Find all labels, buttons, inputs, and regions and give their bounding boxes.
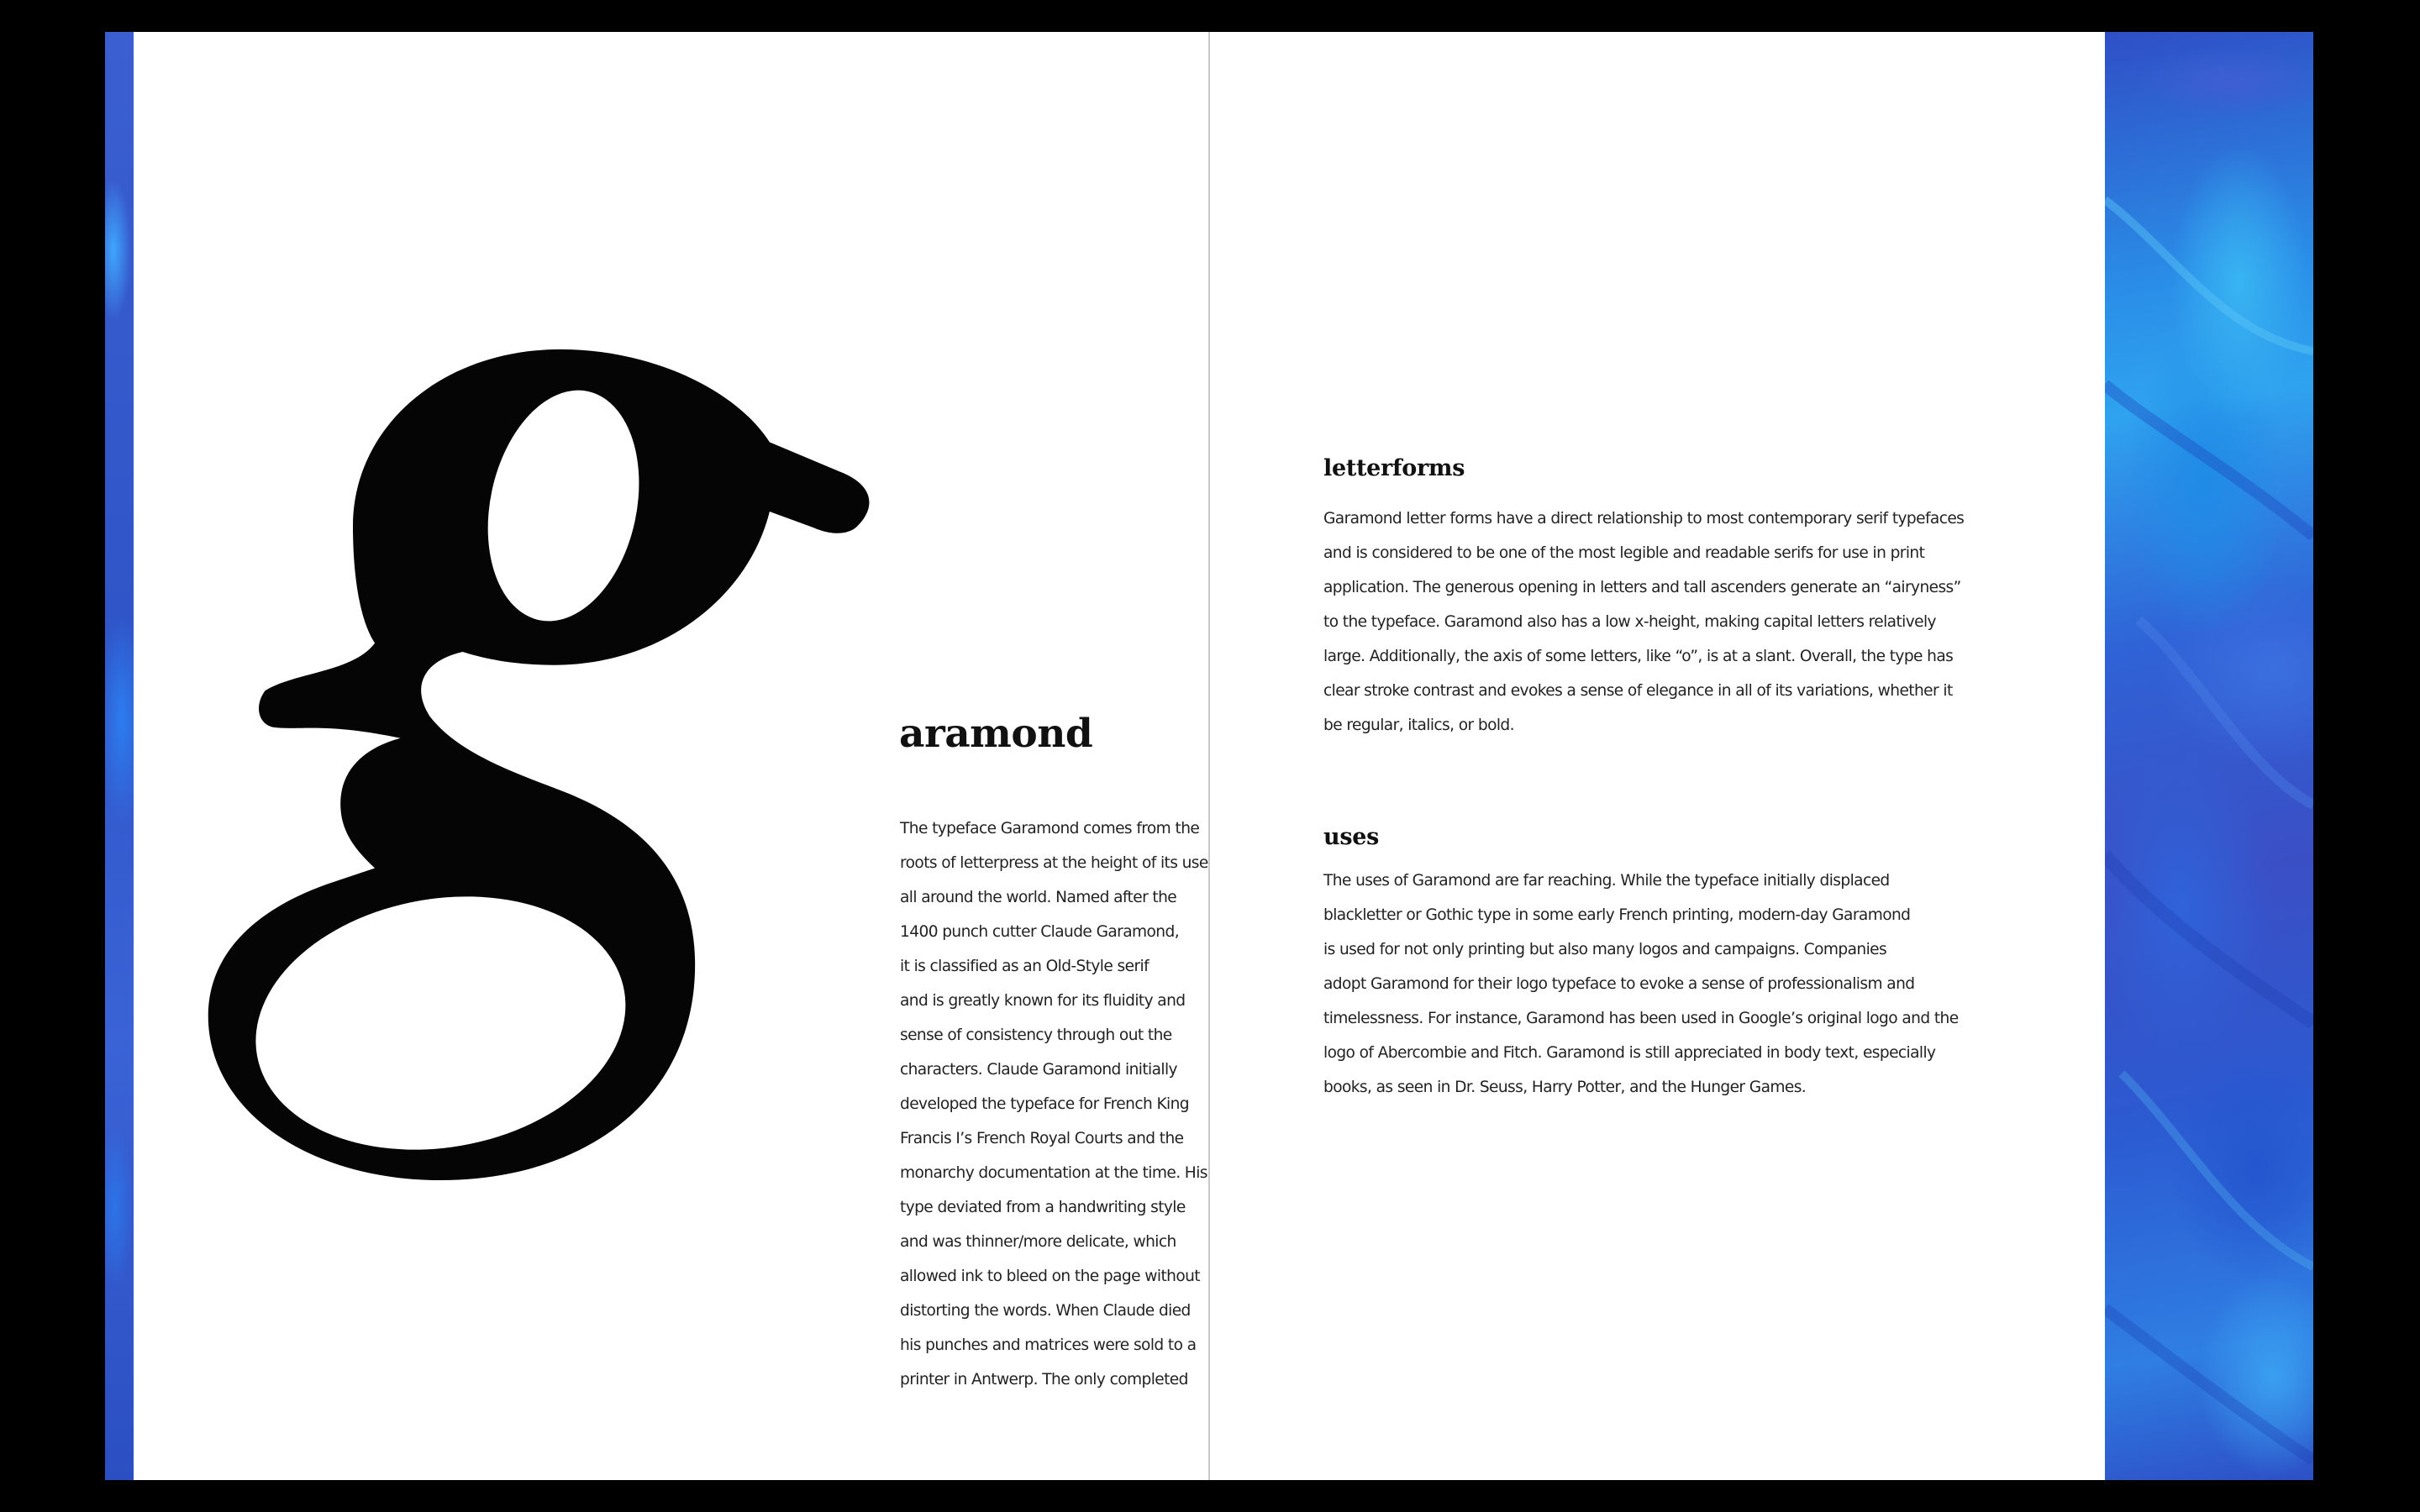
uses-line: logo of Abercombie and Fitch. Garamond is still appreciated in body text, especially <box>1323 1044 1936 1062</box>
intro-line: his punches and matrices were sold to a <box>900 1336 1197 1354</box>
uses-line: The uses of Garamond are far reaching. While the typeface initially displaced <box>1323 872 1890 890</box>
intro-line: type deviated from a handwriting style <box>900 1199 1186 1216</box>
intro-line: and was thinner/more delicate, which <box>900 1233 1176 1251</box>
intro-line: it is classified as an Old-Style serif <box>900 958 1150 975</box>
uses-heading: uses <box>1323 824 1380 850</box>
uses-line: adopt Garamond for their logo typeface to evoke a sense of professionalism and <box>1323 975 1915 993</box>
drop-cap-g <box>213 284 902 1275</box>
intro-line: distorting the words. When Claude died <box>900 1302 1191 1320</box>
letterforms-paragraph <box>1323 501 2080 743</box>
letterforms-line: be regular, italics, or bold. <box>1323 717 1514 734</box>
intro-line: roots of letterpress at the height of its use <box>900 854 1208 872</box>
intro-line: The typeface Garamond comes from the <box>900 820 1200 837</box>
uses-line: books, as seen in Dr. Seuss, Harry Potter, and the Hunger Games. <box>1323 1079 1807 1096</box>
intro-line: printer in Antwerp. The only completed <box>900 1371 1188 1389</box>
letterforms-line: application. The generous opening in letters and tall ascenders generate an “airyness” <box>1323 579 1961 596</box>
drop-cap-g-glyph <box>213 284 902 1275</box>
intro-paragraph <box>900 811 1213 1397</box>
letterforms-line: large. Additionally, the axis of some letters, like “o”, is at a slant. Overall, the type has <box>1323 648 1954 665</box>
intro-line: developed the typeface for French King <box>900 1095 1189 1113</box>
left-page <box>134 32 1235 1480</box>
uses-line: is used for not only printing but also many logos and campaigns. Companies <box>1323 941 1887 958</box>
intro-line: and is greatly known for its fluidity and <box>900 992 1186 1010</box>
marble-edge-right <box>2105 32 2313 1480</box>
letterforms-line: clear stroke contrast and evokes a sense of elegance in all of its variations, whether it <box>1323 682 1953 700</box>
marble-swirl-pattern <box>2105 32 2313 1480</box>
right-page <box>1210 32 2105 1480</box>
intro-line: allowed ink to bleed on the page without <box>900 1268 1200 1285</box>
intro-line: all around the world. Named after the <box>900 889 1177 906</box>
intro-line: characters. Claude Garamond initially <box>900 1061 1177 1079</box>
letterforms-line: Garamond letter forms have a direct relationship to most contemporary serif typefaces <box>1323 510 1965 528</box>
intro-line: monarchy documentation at the time. His <box>900 1164 1207 1182</box>
marble-edge-left <box>105 32 134 1480</box>
uses-line: timelessness. For instance, Garamond has been used in Google’s original logo and the <box>1323 1010 1959 1027</box>
letterforms-line: and is considered to be one of the most legible and readable serifs for use in print <box>1323 544 1925 562</box>
intro-line: 1400 punch cutter Claude Garamond, <box>900 923 1180 941</box>
uses-line: blackletter or Gothic type in some early French printing, modern-day Garamond <box>1323 906 1911 924</box>
uses-paragraph <box>1323 864 2080 1105</box>
page-title: aramond <box>899 711 1093 757</box>
intro-line: Francis I’s French Royal Courts and the <box>900 1130 1184 1147</box>
letterforms-heading: letterforms <box>1323 455 1465 481</box>
letterforms-line: to the typeface. Garamond also has a low x-height, making capital letters relatively <box>1323 613 1936 631</box>
intro-line: sense of consistency through out the <box>900 1026 1172 1044</box>
magazine-spread <box>105 32 2313 1480</box>
